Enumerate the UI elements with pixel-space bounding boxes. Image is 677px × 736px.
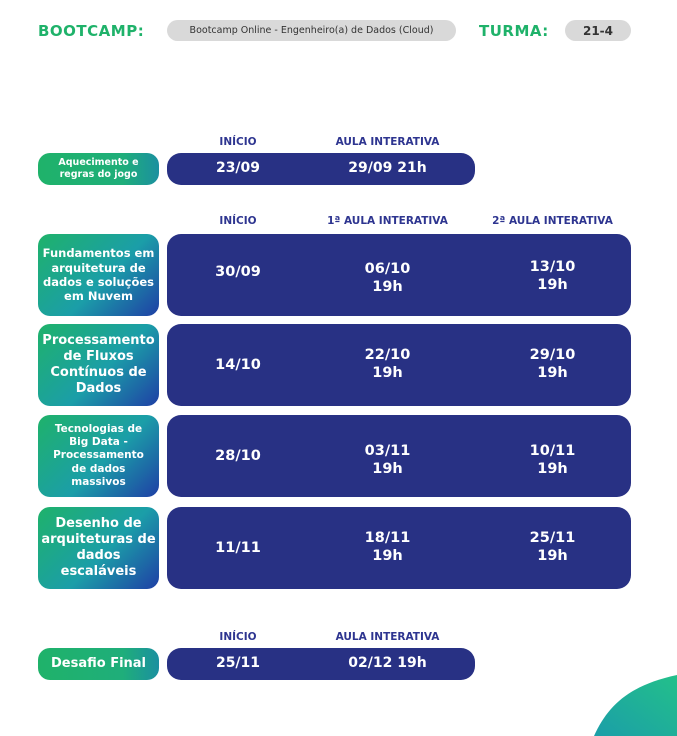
- module-aula2: 29/10 19h: [529, 347, 576, 382]
- module-label: [38, 415, 159, 497]
- final-label: [38, 648, 159, 680]
- intro-label-text: Aquecimento e regras do jogo: [58, 157, 139, 180]
- modules-col-aula2: 2ª AULA INTERATIVA: [492, 215, 613, 227]
- turma-field: [565, 20, 631, 41]
- intro-label: [38, 153, 159, 185]
- module-label-text: Processamento de Fluxos Contínuos de Dados: [42, 332, 155, 397]
- module-aula1: 06/10 19h: [364, 261, 411, 296]
- modules-col-inicio: INÍCIO: [219, 215, 257, 227]
- intro-inicio: 23/09: [215, 160, 261, 176]
- module-inicio: 30/09: [215, 264, 261, 280]
- final-inicio: 25/11: [215, 655, 261, 671]
- intro-aula: 29/09 21h: [348, 160, 427, 176]
- module-aula1: 22/10 19h: [364, 347, 411, 382]
- module-aula1: 18/11 19h: [364, 530, 411, 565]
- turma-label: TURMA:: [479, 22, 549, 40]
- intro-col-aula: AULA INTERATIVA: [335, 136, 440, 148]
- final-col-inicio: INÍCIO: [219, 631, 257, 643]
- final-aula: 02/12 19h: [348, 655, 427, 671]
- turma-value: 21-4: [582, 23, 614, 38]
- modules-col-aula1: 1ª AULA INTERATIVA: [327, 215, 448, 227]
- corner-decoration: [580, 665, 677, 736]
- bootcamp-name-value: Bootcamp Online - Engenheiro(a) de Dados (Cloud): [189, 25, 434, 36]
- module-aula1: 03/11 19h: [364, 443, 411, 478]
- module-label: [38, 324, 159, 406]
- module-label: [38, 234, 159, 316]
- module-aula2: 10/11 19h: [529, 443, 576, 478]
- module-inicio: 14/10: [215, 357, 261, 373]
- module-inicio: 11/11: [215, 540, 261, 556]
- module-label-text: Tecnologias de Big Data - Processamento de dados massivos: [53, 423, 144, 488]
- module-aula2: 25/11 19h: [529, 530, 576, 565]
- intro-col-inicio: INÍCIO: [219, 136, 257, 148]
- module-label-text: Desenho de arquiteturas de dados escaláveis: [41, 515, 156, 580]
- final-col-aula: AULA INTERATIVA: [335, 631, 440, 643]
- module-inicio: 28/10: [215, 448, 261, 464]
- module-label-text: Fundamentos em arquitetura de dados e soluções em Nuvem: [42, 246, 155, 304]
- module-label: [38, 507, 159, 589]
- bootcamp-label: BOOTCAMP:: [38, 22, 145, 40]
- final-label-text: Desafio Final: [50, 655, 147, 671]
- module-aula2: 13/10 19h: [529, 259, 576, 294]
- bootcamp-name-field: [167, 20, 456, 41]
